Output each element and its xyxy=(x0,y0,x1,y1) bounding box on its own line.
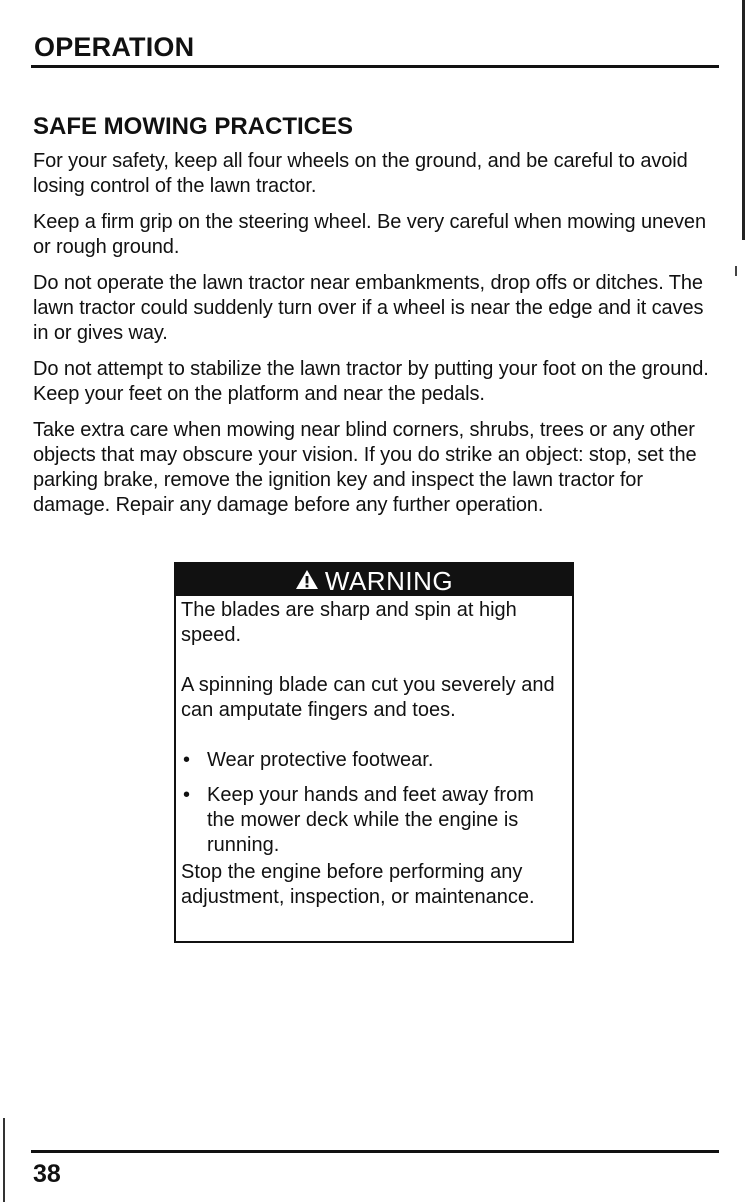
scan-edge-line-left xyxy=(3,1118,5,1202)
warning-title: WARNING xyxy=(324,566,454,596)
warning-intro: The blades are sharp and spin at high speed. xyxy=(181,599,517,646)
page-number: 38 xyxy=(33,1160,61,1188)
warning-triangle-icon xyxy=(295,564,319,598)
scan-mark xyxy=(735,266,737,276)
warning-detail: A spinning blade can cut you severely and can amputate fingers and toes. xyxy=(181,674,555,721)
warning-body xyxy=(176,596,572,910)
header-divider xyxy=(31,65,719,68)
paragraph-stabilize: Do not attempt to stabilize the lawn tractor by putting your foot on the ground. Keep your feet on the platform and near the pedals. xyxy=(33,358,709,405)
paragraph-wheels: For your safety, keep all four wheels on the ground, and be careful to avoid losing control of the lawn tractor. xyxy=(33,150,688,197)
list-item-text: Keep your hands and feet away from the mower deck while the engine is running. xyxy=(207,784,534,856)
section-title: OPERATION xyxy=(34,32,195,62)
warning-list xyxy=(181,748,564,858)
list-item xyxy=(181,748,564,773)
paragraph-steering: Keep a firm grip on the steering wheel. Be very careful when mowing uneven or rough ground. xyxy=(33,211,706,258)
main-content xyxy=(33,112,713,529)
paragraph-blind-corners: Take extra care when mowing near blind corners, shrubs, trees or any other objects that may obscure your vision. If you do strike an object: stop, set the parking brake, remove the ignition key and inspect the lawn tractor for damage. Repair any damage before any further operation. xyxy=(33,419,697,516)
footer-divider xyxy=(31,1150,719,1153)
warning-header xyxy=(176,564,572,596)
warning-box xyxy=(174,562,574,943)
scan-edge-line xyxy=(742,0,745,240)
list-item-text: Wear protective footwear. xyxy=(207,749,434,771)
subtitle: SAFE MOWING PRACTICES xyxy=(33,113,354,140)
list-item xyxy=(181,783,564,858)
bullet-icon: • xyxy=(183,784,191,806)
warning-final: Stop the engine before performing any adjustment, inspection, or maintenance. xyxy=(181,861,535,908)
paragraph-embankments: Do not operate the lawn tractor near embankments, drop offs or ditches. The lawn tractor could suddenly turn over if a wheel is near the edge and it caves in or gives way. xyxy=(33,272,704,344)
bullet-icon: • xyxy=(183,749,191,771)
